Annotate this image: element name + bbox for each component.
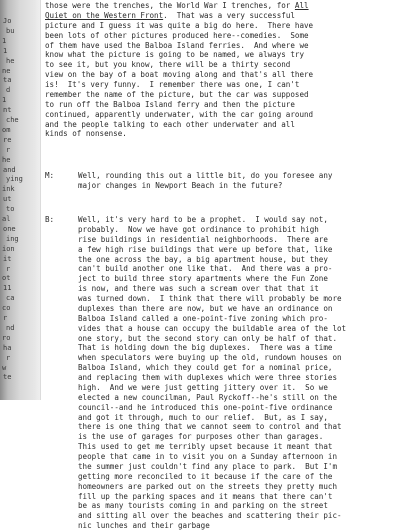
text-line [45, 21, 313, 31]
text-segment: . That was a very successful [163, 10, 295, 20]
margin-fragment: nd [6, 323, 15, 332]
text-line: Balboa Island, which they could get for a nominal price, [78, 363, 333, 373]
film-title: Quiet on the Western Front [45, 10, 164, 20]
text-segment: continued, apparently underwater, with the car going around [45, 109, 314, 119]
margin-fragment: nt [3, 106, 12, 115]
text-line: there is one thing that we cannot seem to control and that [78, 422, 342, 432]
answer-paragraph [78, 215, 346, 531]
text-line: Balboa Island called a one-point-five zoning which pro- [78, 313, 328, 323]
text-line: and got it through, much to our relief. But, as I say, [78, 412, 328, 422]
text-line: be as many tourists coming in and parking on the street [78, 501, 328, 511]
text-line: is the use of garages for purposes other than garages. [78, 432, 324, 442]
text-line [45, 60, 313, 70]
question-paragraph [78, 171, 332, 191]
margin-fragment: r [6, 145, 11, 154]
text-line [45, 129, 313, 139]
margin-fragment: 1 [2, 96, 7, 105]
margin-fragment: ing [6, 234, 19, 243]
margin-fragment: 1 [3, 46, 8, 55]
margin-fragment: d [6, 86, 11, 95]
margin-fragment: 1 [2, 36, 7, 45]
text-line: Well, rounding this out a little bit, do you foresee any [78, 171, 333, 180]
margin-fragment: ca [6, 294, 15, 303]
transcript-page [40, 0, 401, 531]
margin-fragment: and [3, 165, 16, 174]
text-line: the summer just couldn't find any place to park. But I'm [78, 461, 337, 471]
margin-fragment: it [3, 254, 12, 263]
margin-fragment: one [3, 224, 16, 233]
margin-fragment: re [3, 135, 12, 144]
margin-fragment: ha [3, 343, 12, 352]
narrative-paragraph [45, 1, 313, 139]
text-line: when speculators were buying up the old, rundown houses on [78, 353, 342, 363]
text-line: one story, but the second story can only be half of that. [78, 333, 337, 343]
text-line [45, 110, 313, 120]
text-line [45, 70, 313, 80]
text-line: was turned down. I think that there will probably be more [78, 294, 342, 303]
margin-fragment: ink [2, 185, 15, 194]
margin-fragment: ro [2, 333, 11, 342]
text-segment: remember the name of the picture, but the car was supposed [45, 89, 309, 99]
margin-fragment: ne [2, 66, 11, 75]
text-line: getting more reconciled to it because if the care of the [78, 471, 333, 481]
question-speaker: M: [45, 171, 55, 180]
margin-fragment: r [3, 314, 8, 322]
text-line [45, 1, 313, 11]
text-line: ject to build three story apartments where the Fun Zone [78, 274, 328, 284]
text-line: nic lunches and their garbage [78, 521, 210, 531]
answer-speaker: B: [45, 215, 55, 224]
margin-fragment: bu [6, 26, 15, 35]
text-segment: view on the bay of a boat moving along and that's all there [45, 70, 314, 80]
text-line [45, 100, 313, 110]
margin-fragment: om [2, 125, 11, 134]
margin-fragment: ying [6, 175, 23, 184]
text-line: high. And we were just getting jittery over it. So we [78, 382, 328, 392]
text-segment: know what the picture is going to be named, we always try [45, 50, 304, 60]
text-segment: those were the trenches, the World War I trenches, for [45, 1, 295, 10]
text-segment: been lots of other pictures produced here--comedies. Some [45, 30, 309, 40]
margin-fragment: to [6, 205, 15, 214]
margin-fragment: w [2, 363, 7, 372]
text-line: and replacing them with duplexes which were three stories [78, 373, 337, 382]
text-segment: and the people talking to each other underwater and all [45, 119, 295, 129]
text-line: fill up the parking spaces and it means that there can't [78, 491, 333, 501]
text-line: can't build another one like that. And there was a pro- [78, 264, 333, 274]
text-segment: kinds of nonsense. [45, 129, 127, 139]
text-segment: to see it, but you know, there will be a thirty second [45, 60, 291, 70]
text-line: rise buildings in residential neighborhoods. There are [78, 234, 328, 244]
text-segment: picture and I guess it was quite a big do here. There have [45, 20, 314, 30]
margin-fragment: te [3, 373, 12, 382]
text-line: Well, it's very hard to be a prophet. I would say not, [78, 215, 328, 224]
margin-fragment: ot [2, 274, 11, 283]
text-line [45, 11, 313, 21]
margin-fragment: 11 [3, 284, 12, 293]
facing-page-margin [0, 0, 40, 400]
text-line: probably. Now we have got ordinance to prohibit high [78, 224, 319, 234]
margin-fragment: he [2, 155, 11, 164]
text-line [45, 80, 313, 90]
text-line: is now, and there was such a scream over that that it [78, 284, 319, 294]
margin-fragment: al [2, 215, 11, 223]
margin-fragment: r [6, 264, 11, 273]
margin-fragment: ion [2, 244, 15, 253]
margin-fragment: r [6, 353, 11, 362]
text-line: and sitting all over the beaches and scattering their pic- [78, 511, 342, 521]
text-line: elected a new councilman, Paul Ryckoff--he's still on the [78, 392, 337, 402]
text-segment: to run off the Balboa Island ferry and then the picture [45, 99, 295, 109]
text-line: a few high rise buildings that were up before that, like [78, 244, 333, 254]
film-title: All [294, 1, 309, 10]
text-line: homeowners are parked out on the streets they pretty much [78, 481, 337, 491]
text-line: duplexes than there are now, but we have an ordinance on [78, 303, 333, 313]
text-line: This used to get me terribly upset because it meant that [78, 442, 333, 452]
text-line [45, 31, 313, 41]
text-segment: is! It's very funny. I remember there was one, I can't [45, 80, 300, 89]
text-line [45, 50, 313, 60]
text-line [45, 90, 313, 100]
text-segment: of them have used the Balboa Island ferries. And where we [45, 40, 309, 50]
margin-fragment: he [6, 56, 15, 65]
margin-fragment: ut [3, 195, 12, 204]
text-line: That is holding down the big duplexes. There was a time [78, 343, 333, 353]
text-line: vides that a house can occupy the buildable area of the lot [78, 323, 347, 333]
margin-fragment: co [2, 304, 11, 313]
text-line: major changes in Newport Beach in the future? [78, 180, 283, 190]
margin-fragment: che [6, 116, 19, 124]
text-line: council--and he introduced this one-point-five ordinance [78, 402, 333, 412]
text-line [45, 41, 313, 51]
text-line [45, 120, 313, 130]
margin-fragment: ta [3, 76, 12, 85]
text-line: the one across the bay, a big apartment house, but they [78, 254, 328, 264]
text-line: people that came in to visit you on a Sunday afternoon in [78, 452, 337, 461]
margin-fragment: Jo [3, 17, 12, 25]
